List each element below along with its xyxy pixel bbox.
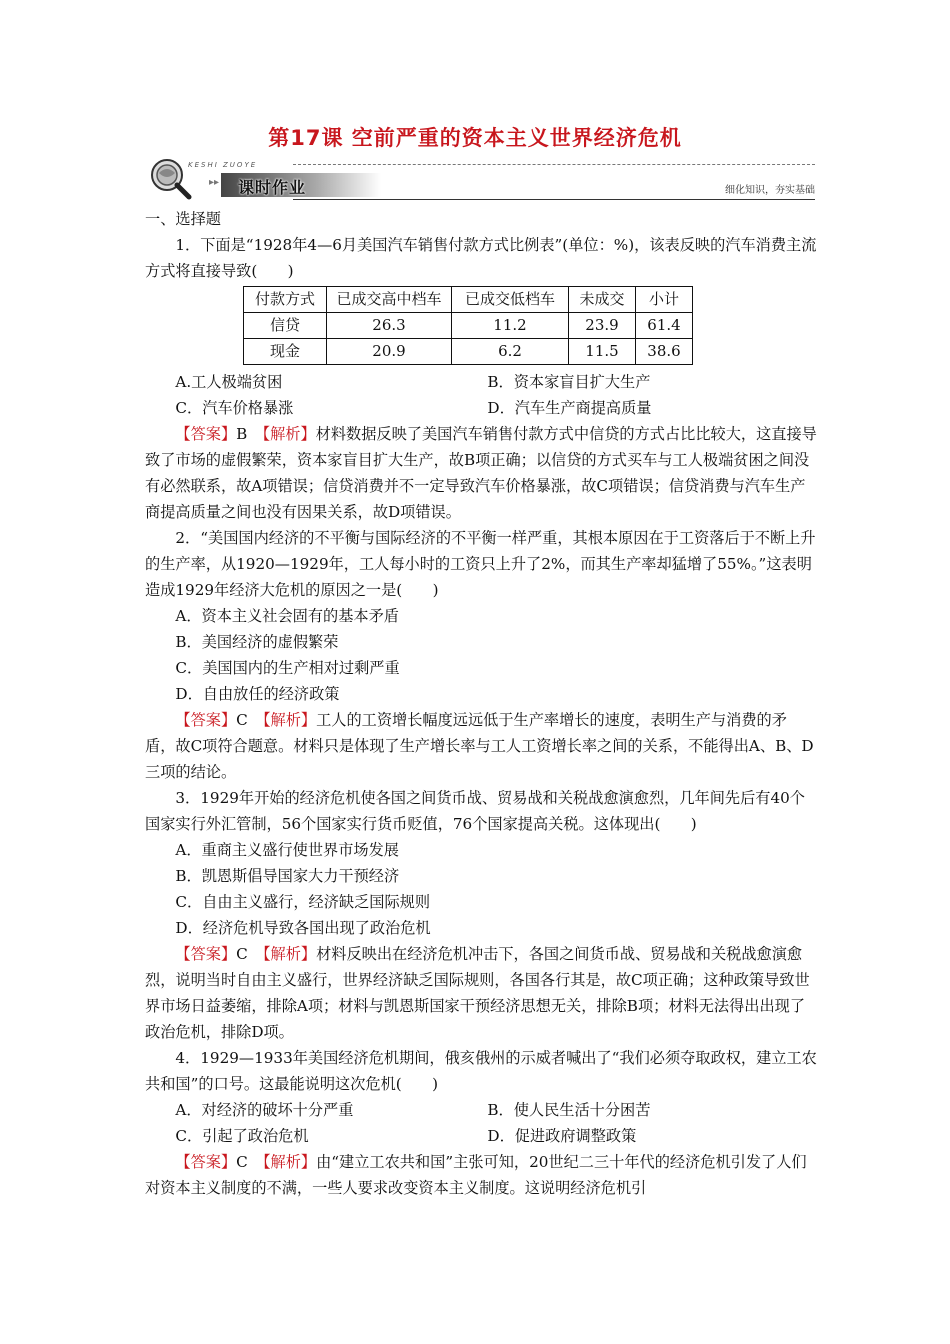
question-3-answer bbox=[145, 941, 817, 1045]
table-cell: 61.4 bbox=[636, 313, 693, 339]
analysis-tag: 【解析】 bbox=[262, 711, 317, 729]
table-cell: 11.5 bbox=[569, 339, 636, 365]
table-header-row bbox=[244, 287, 693, 313]
table-cell: 23.9 bbox=[569, 313, 636, 339]
option-a: A．重商主义盛行使世界市场发展 bbox=[175, 841, 399, 859]
section-banner bbox=[143, 155, 815, 205]
answer-tag: 【答案】 bbox=[175, 711, 237, 729]
answer-tag: 【答案】 bbox=[175, 425, 237, 443]
option-a: A．对经济的破坏十分严重 bbox=[175, 1101, 354, 1119]
table-header-cell: 小计 bbox=[636, 287, 693, 313]
analysis-text: 工人的工资增长幅度远远低于生产率增长的速度，表明生产与消费的矛盾，故C项符合题意。材料只是体现了生产增长率与工人工资增长率之间的关系，不能得出A、B、D三项的结论。 bbox=[145, 711, 814, 781]
answer-tag: 【答案】 bbox=[175, 1153, 237, 1171]
table-row bbox=[244, 313, 693, 339]
banner-label: 课时作业 bbox=[238, 178, 307, 197]
table-header-cell: 已成交高中档车 bbox=[327, 287, 452, 313]
page-title: 第17课 空前严重的资本主义世界经济危机 bbox=[268, 126, 682, 150]
table-cell: 26.3 bbox=[327, 313, 452, 339]
question-4-options-row bbox=[145, 1123, 817, 1149]
question-1-answer bbox=[145, 421, 817, 525]
analysis-tag: 【解析】 bbox=[262, 1153, 317, 1171]
analysis-tag: 【解析】 bbox=[262, 425, 316, 443]
question-1-stem: 1．下面是“1928年4—6月美国汽车销售付款方式比例表”(单位：%)，该表反映的汽车消费主流方式将直接导致( ) bbox=[145, 236, 817, 280]
table-header-cell: 付款方式 bbox=[244, 287, 327, 313]
option-c: C．引起了政治危机 bbox=[175, 1127, 309, 1145]
table-cell: 38.6 bbox=[636, 339, 693, 365]
table-header-cell: 未成交 bbox=[569, 287, 636, 313]
table-cell: 现金 bbox=[244, 339, 327, 365]
table-row bbox=[244, 339, 693, 365]
question-4-answer bbox=[145, 1149, 817, 1201]
option-b: B．美国经济的虚假繁荣 bbox=[175, 633, 339, 651]
analysis-text: 材料数据反映了美国汽车销售付款方式中信贷的方式占比比较大，这直接导致了市场的虚假繁荣，资本家盲目扩大生产，故B项正确；以信贷的方式买车与工人极端贫困之间没有必然联系，故A项错误；信贷消费并不一定导致汽车价格暴涨，故C项错误；信贷消费与汽车生产商提高质量之间也没有因果关系，故D项错误。 bbox=[145, 425, 817, 521]
option-d: D．经济危机导致各国出现了政治危机 bbox=[175, 919, 431, 937]
option-d: D．汽车生产商提高质量 bbox=[487, 399, 652, 417]
answer-tag: 【答案】 bbox=[175, 945, 237, 963]
question-1-options-row bbox=[145, 395, 817, 421]
question-3-stem: 3．1929年开始的经济危机使各国之间货币战、贸易战和关税战愈演愈烈，几年间先后有40个国家实行外汇管制，56个国家实行货币贬值，76个国家提高关税。这体现出( ) bbox=[145, 789, 805, 833]
table-cell: 6.2 bbox=[452, 339, 569, 365]
question-2-answer bbox=[145, 707, 817, 785]
table-header-cell: 已成交低档车 bbox=[452, 287, 569, 313]
option-c: C．美国国内的生产相对过剩严重 bbox=[175, 659, 400, 677]
table-cell: 20.9 bbox=[327, 339, 452, 365]
question-4-options-row bbox=[145, 1097, 817, 1123]
option-c: C．自由主义盛行，经济缺乏国际规则 bbox=[175, 893, 431, 911]
option-c: C．汽车价格暴涨 bbox=[175, 399, 294, 417]
option-b: B．凯恩斯倡导国家大力干预经济 bbox=[175, 867, 400, 885]
answer-value: B bbox=[236, 425, 248, 443]
option-a: A.工人极端贫困 bbox=[175, 373, 283, 391]
question-4-stem: 4．1929—1933年美国经济危机期间，俄亥俄州的示威者喊出了“我们必须夺取政权，建立工农共和国”的口号。这最能说明这次危机( ) bbox=[145, 1049, 817, 1093]
dotted-rule bbox=[293, 164, 815, 165]
option-b: B．资本家盲目扩大生产 bbox=[487, 373, 651, 391]
payment-table bbox=[243, 286, 693, 365]
analysis-tag: 【解析】 bbox=[262, 945, 317, 963]
content bbox=[145, 206, 817, 1201]
banner-rule bbox=[293, 199, 815, 200]
analysis-text: 由“建立工农共和国”主张可知，20世纪二三十年代的经济危机引发了人们对资本主义制度的不满，一些人要求改变资本主义制度。这说明经济危机引 bbox=[145, 1153, 807, 1197]
option-b: B．使人民生活十分困苦 bbox=[487, 1101, 651, 1119]
answer-value: C bbox=[236, 711, 248, 729]
answer-value: C bbox=[236, 1153, 248, 1171]
table-cell: 信贷 bbox=[244, 313, 327, 339]
banner-pinyin: KESHI ZUOYE bbox=[188, 161, 258, 169]
option-a: A．资本主义社会固有的基本矛盾 bbox=[175, 607, 399, 625]
question-2-stem: 2．“美国国内经济的不平衡与国际经济的不平衡一样严重，其根本原因在于工资落后于不断上升的生产率，从1920—1929年，工人每小时的工资只上升了2%，而其生产率却猛增了55%。”这表明造成1929年经济大危机的原因之一是( ) bbox=[145, 529, 816, 599]
banner-slogan: 细化知识，夯实基础 bbox=[725, 185, 815, 196]
question-1-options-row bbox=[145, 369, 817, 395]
section-heading: 一、选择题 bbox=[145, 210, 221, 228]
arrows-icon: ▸▸ bbox=[209, 177, 220, 188]
option-d: D．自由放任的经济政策 bbox=[175, 685, 340, 703]
answer-value: C bbox=[236, 945, 248, 963]
table-cell: 11.2 bbox=[452, 313, 569, 339]
option-d: D．促进政府调整政策 bbox=[487, 1127, 637, 1145]
analysis-text: 材料反映出在经济危机冲击下，各国之间货币战、贸易战和关税战愈演愈烈，说明当时自由主义盛行，世界经济缺乏国际规则，各国各行其是，故C项正确；这种政策导致世界市场日益萎缩，排除A项；材料与凯恩斯国家干预经济思想无关，排除B项；材料无法得出出现了政治危机，排除D项。 bbox=[145, 945, 810, 1041]
